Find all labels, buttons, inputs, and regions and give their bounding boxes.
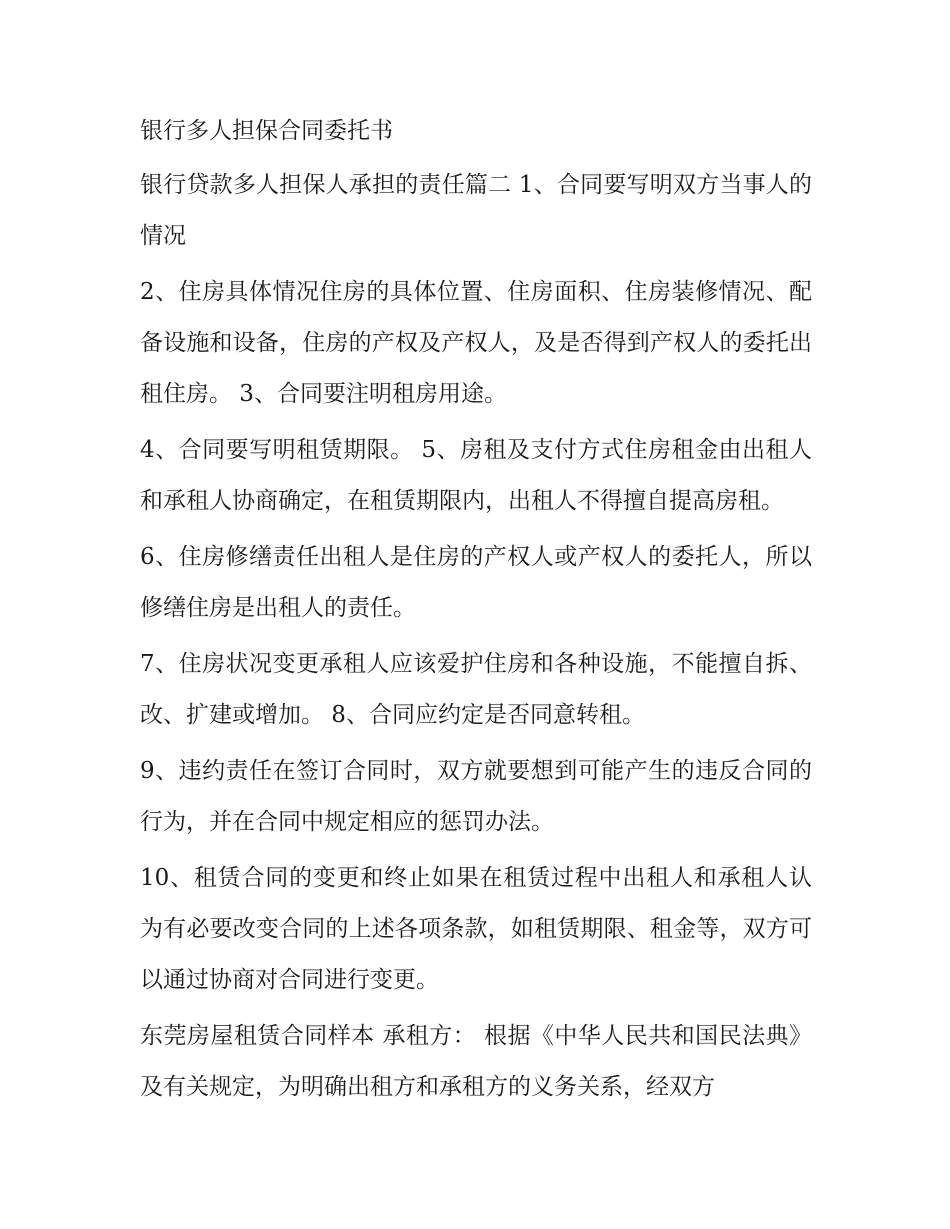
paragraph-5: 7、住房状况变更承租人应该爱护住房和各种设施，不能擅自拆、改、扩建或增加。 8、合同应约定是否同意转租。 [140, 651, 812, 728]
paragraph-2: 2、住房具体情况住房的具体位置、住房面积、住房装修情况、配备设施和设备，住房的产权及产权人，及是否得到产权人的委托出租住房。 3、合同要注明租房用途。 [140, 279, 812, 407]
paragraph-6: 9、违约责任在签订合同时，双方就要想到可能产生的违反合同的行为，并在合同中规定相应的惩罚办法。 [140, 758, 812, 835]
paragraph-4: 6、住房修缮责任出租人是住房的产权人或产权人的委托人，所以修缮住房是出租人的责任。 [140, 544, 812, 621]
paragraph-3: 4、合同要写明租赁期限。 5、房租及支付方式住房租金由出租人和承租人协商确定，在租赁期限内，出租人不得擅自提高房租。 [140, 437, 812, 514]
paragraph-1: 银行贷款多人担保人承担的责任篇二 1、合同要写明双方当事人的情况 [140, 172, 812, 249]
paragraph-7: 10、租赁合同的变更和终止如果在租赁过程中出租人和承租人认为有必要改变合同的上述各项条款，如租赁期限、租金等，双方可以通过协商对合同进行变更。 [140, 865, 812, 993]
document-body [140, 106, 812, 1118]
document-title: 银行多人担保合同委托书 [140, 118, 393, 144]
paragraph-8: 东莞房屋租赁合同样本 承租方： 根据《中华人民共和国民法典》及有关规定，为明确出租方和承租方的义务关系，经双方 [140, 1023, 812, 1100]
